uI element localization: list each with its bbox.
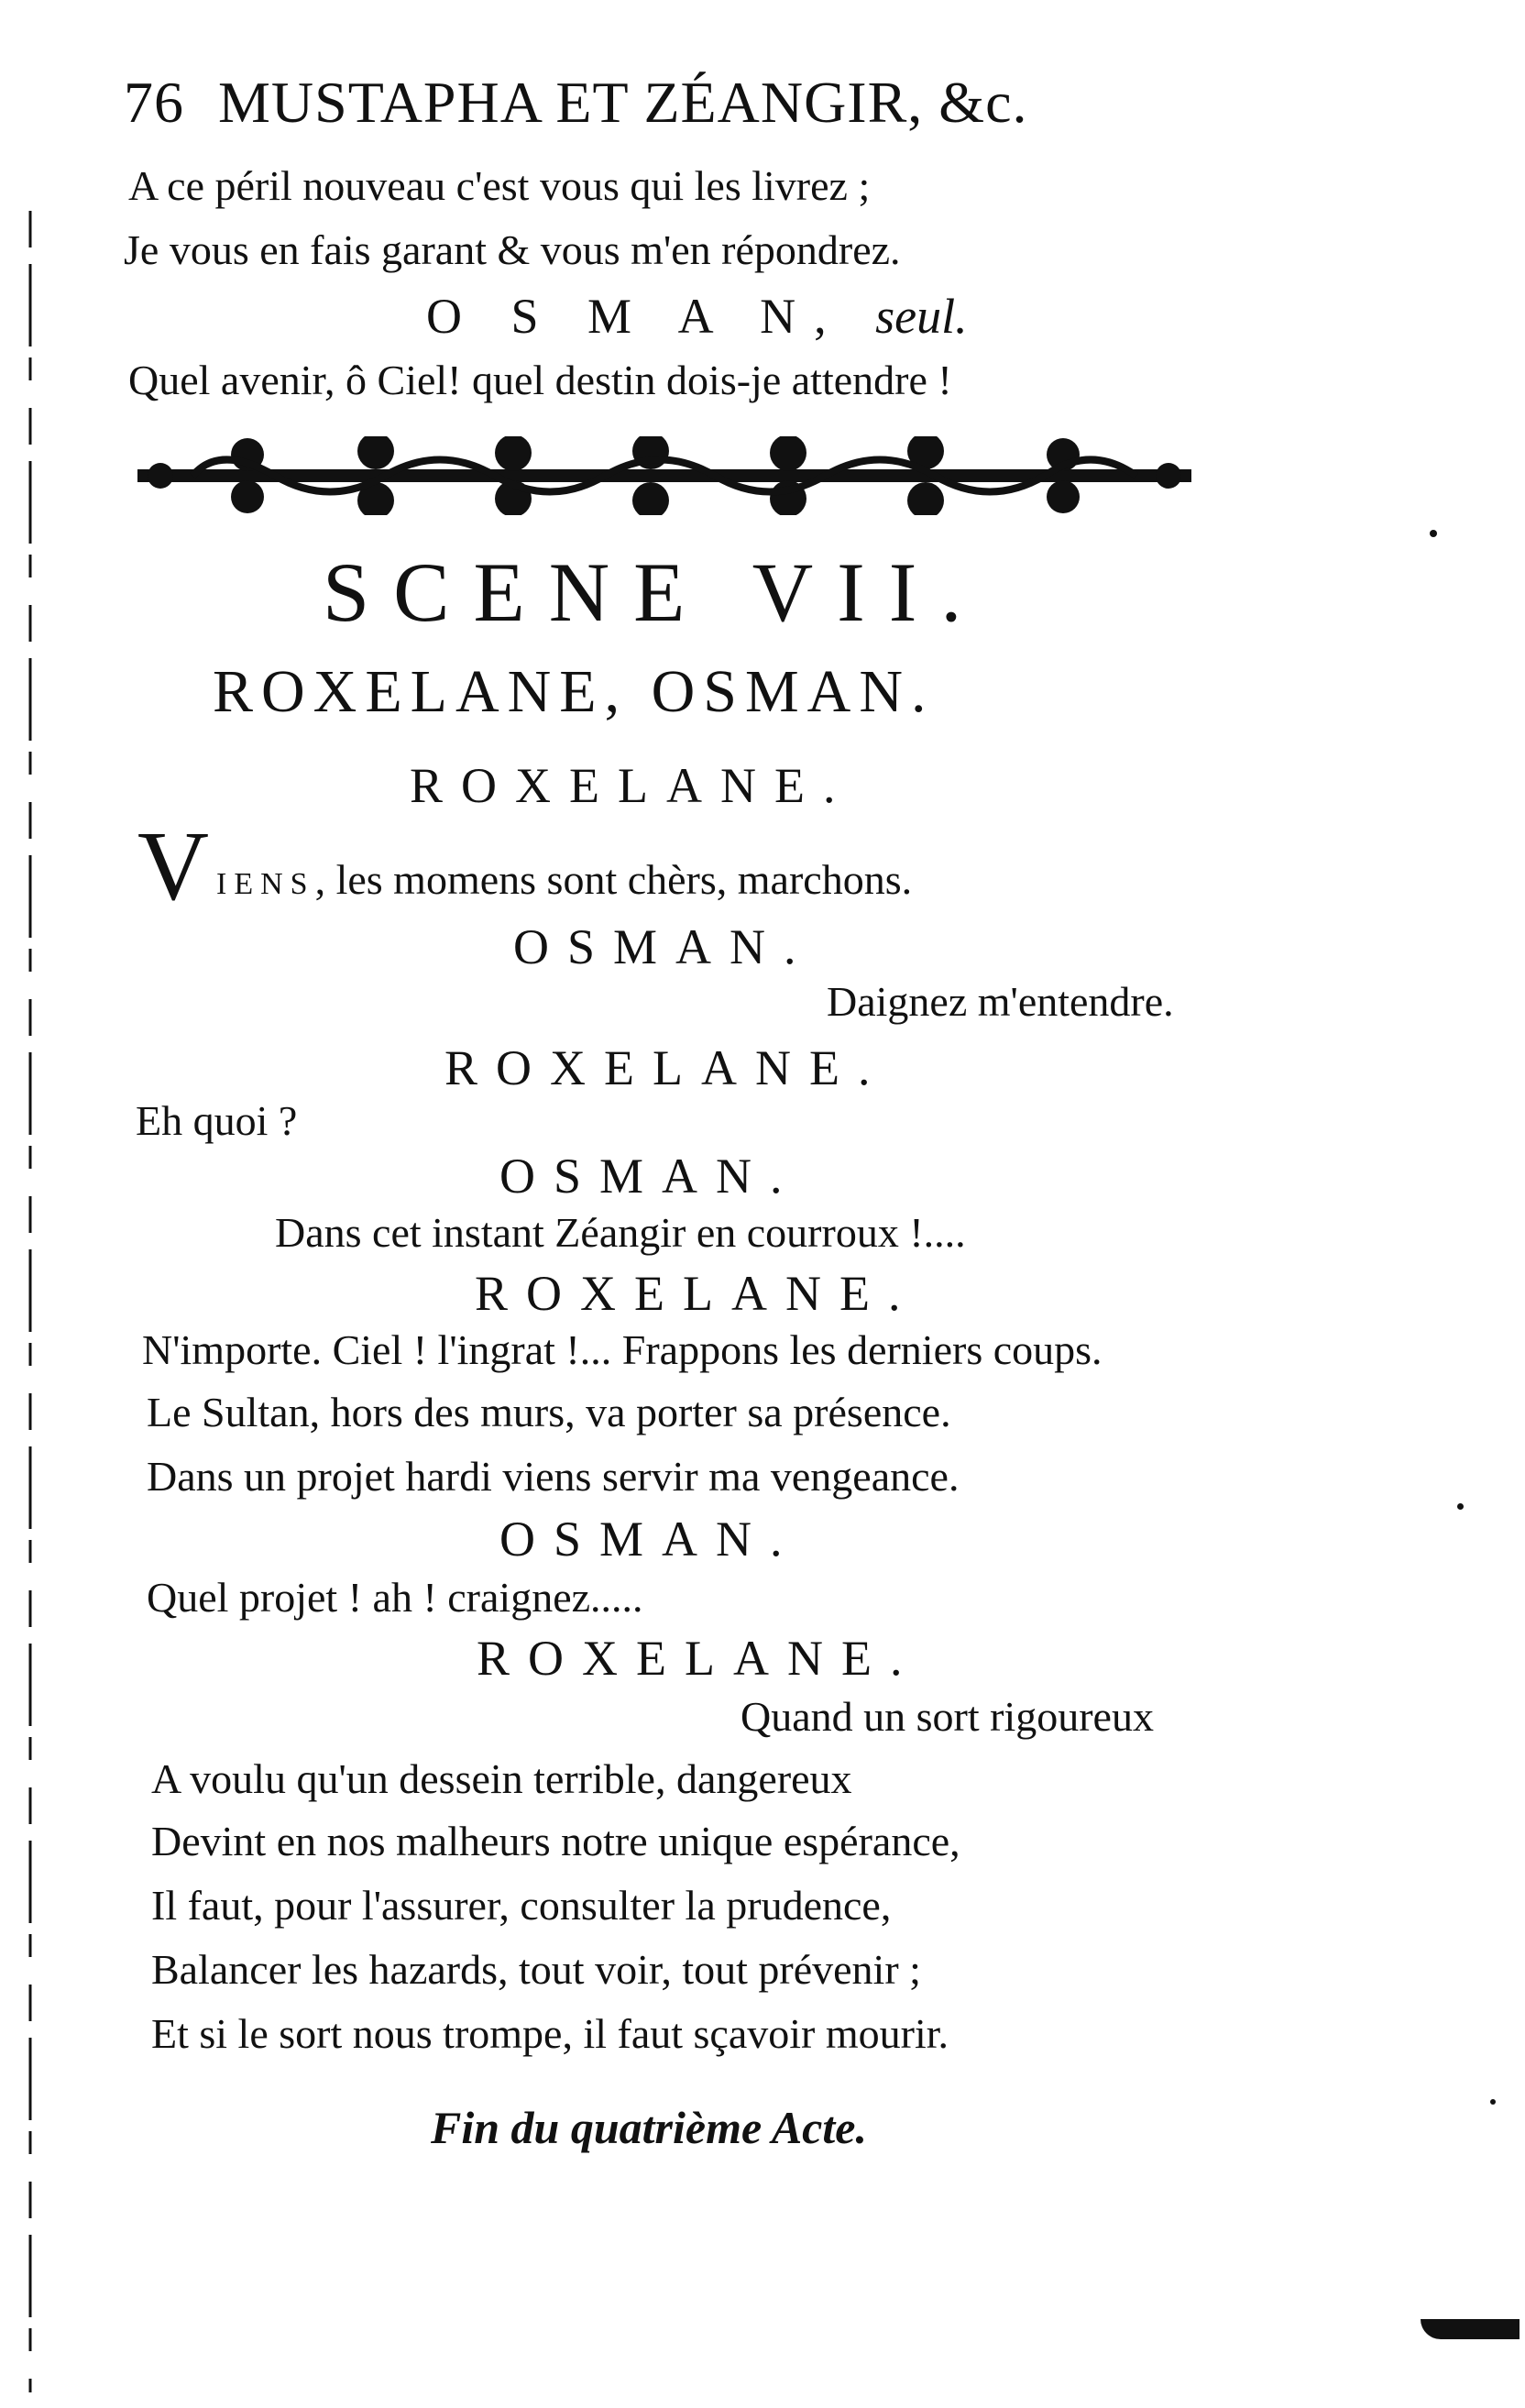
drop-cap: V — [137, 812, 209, 921]
speaker-heading: ROXELANE. — [477, 1631, 921, 1686]
verse-line: Quand un sort rigoureux — [741, 1693, 1154, 1740]
act-end-note: Fin du quatrième Acte. — [431, 2102, 867, 2153]
ink-speck — [1421, 2319, 1520, 2339]
verse-line: A ce péril nouveau c'est vous qui les livrez ; — [128, 162, 871, 209]
verse-line: Dans un projet hardi viens servir ma vengeance. — [147, 1453, 960, 1500]
verse-line: Eh quoi ? — [136, 1097, 298, 1144]
verse-line: Dans cet instant Zéangir en courroux !.... — [275, 1209, 966, 1256]
verse-line: Il faut, pour l'assurer, consulter la prudence, — [151, 1882, 892, 1929]
verse-line: A voulu qu'un dessein terrible, dangereux — [151, 1755, 852, 1802]
verse-line: Le Sultan, hors des murs, va porter sa présence. — [147, 1389, 951, 1435]
verse-line: Quel projet ! ah ! craignez..... — [147, 1574, 643, 1621]
running-header — [124, 70, 1028, 135]
verse-line: Et si le sort nous trompe, il faut sçavoir mourir. — [151, 2010, 949, 2057]
binding-edge-line — [27, 211, 33, 2392]
running-title: MUSTAPHA ET ZÉANGIR, &c. — [218, 70, 1028, 135]
verse-text: , les momens sont chèrs, marchons. — [314, 856, 913, 903]
stage-direction: seul. — [875, 289, 968, 344]
verse-line: N'importe. Ciel ! l'ingrat !... Frappons les derniers coups. — [142, 1326, 1103, 1373]
speaker-heading: ROXELANE. — [444, 1040, 889, 1095]
small-caps-word: IENS — [216, 867, 315, 901]
verse-line: Je vous en fais garant & vous m'en répondrez. — [124, 226, 901, 273]
page-number: 76 — [124, 70, 184, 135]
scene-title: SCENE VII. — [323, 545, 986, 639]
speaker-heading: OSMAN. — [513, 919, 815, 974]
verse-line: Daignez m'entendre. — [827, 978, 1174, 1025]
speaker-heading — [426, 289, 968, 344]
ink-speck — [1490, 2099, 1496, 2105]
speaker-heading: OSMAN. — [499, 1512, 801, 1567]
ink-speck — [1430, 530, 1437, 537]
verse-line: Quel avenir, ô Ciel! quel destin dois-je attendre ! — [128, 357, 952, 403]
verse-line: Devint en nos malheurs notre unique espérance, — [151, 1818, 960, 1864]
scene-cast: ROXELANE, OSMAN. — [213, 658, 935, 725]
speaker-heading: ROXELANE. — [475, 1266, 919, 1321]
verse-line — [137, 812, 913, 921]
ink-speck — [1457, 1503, 1464, 1510]
floral-headpiece-ornament-icon — [137, 436, 1191, 515]
speaker-heading: OSMAN. — [499, 1149, 801, 1204]
speaker-heading: ROXELANE. — [410, 758, 854, 813]
speaker-name: O S M A N, — [426, 289, 845, 344]
verse-line: Balancer les hazards, tout voir, tout prévenir ; — [151, 1946, 921, 1993]
